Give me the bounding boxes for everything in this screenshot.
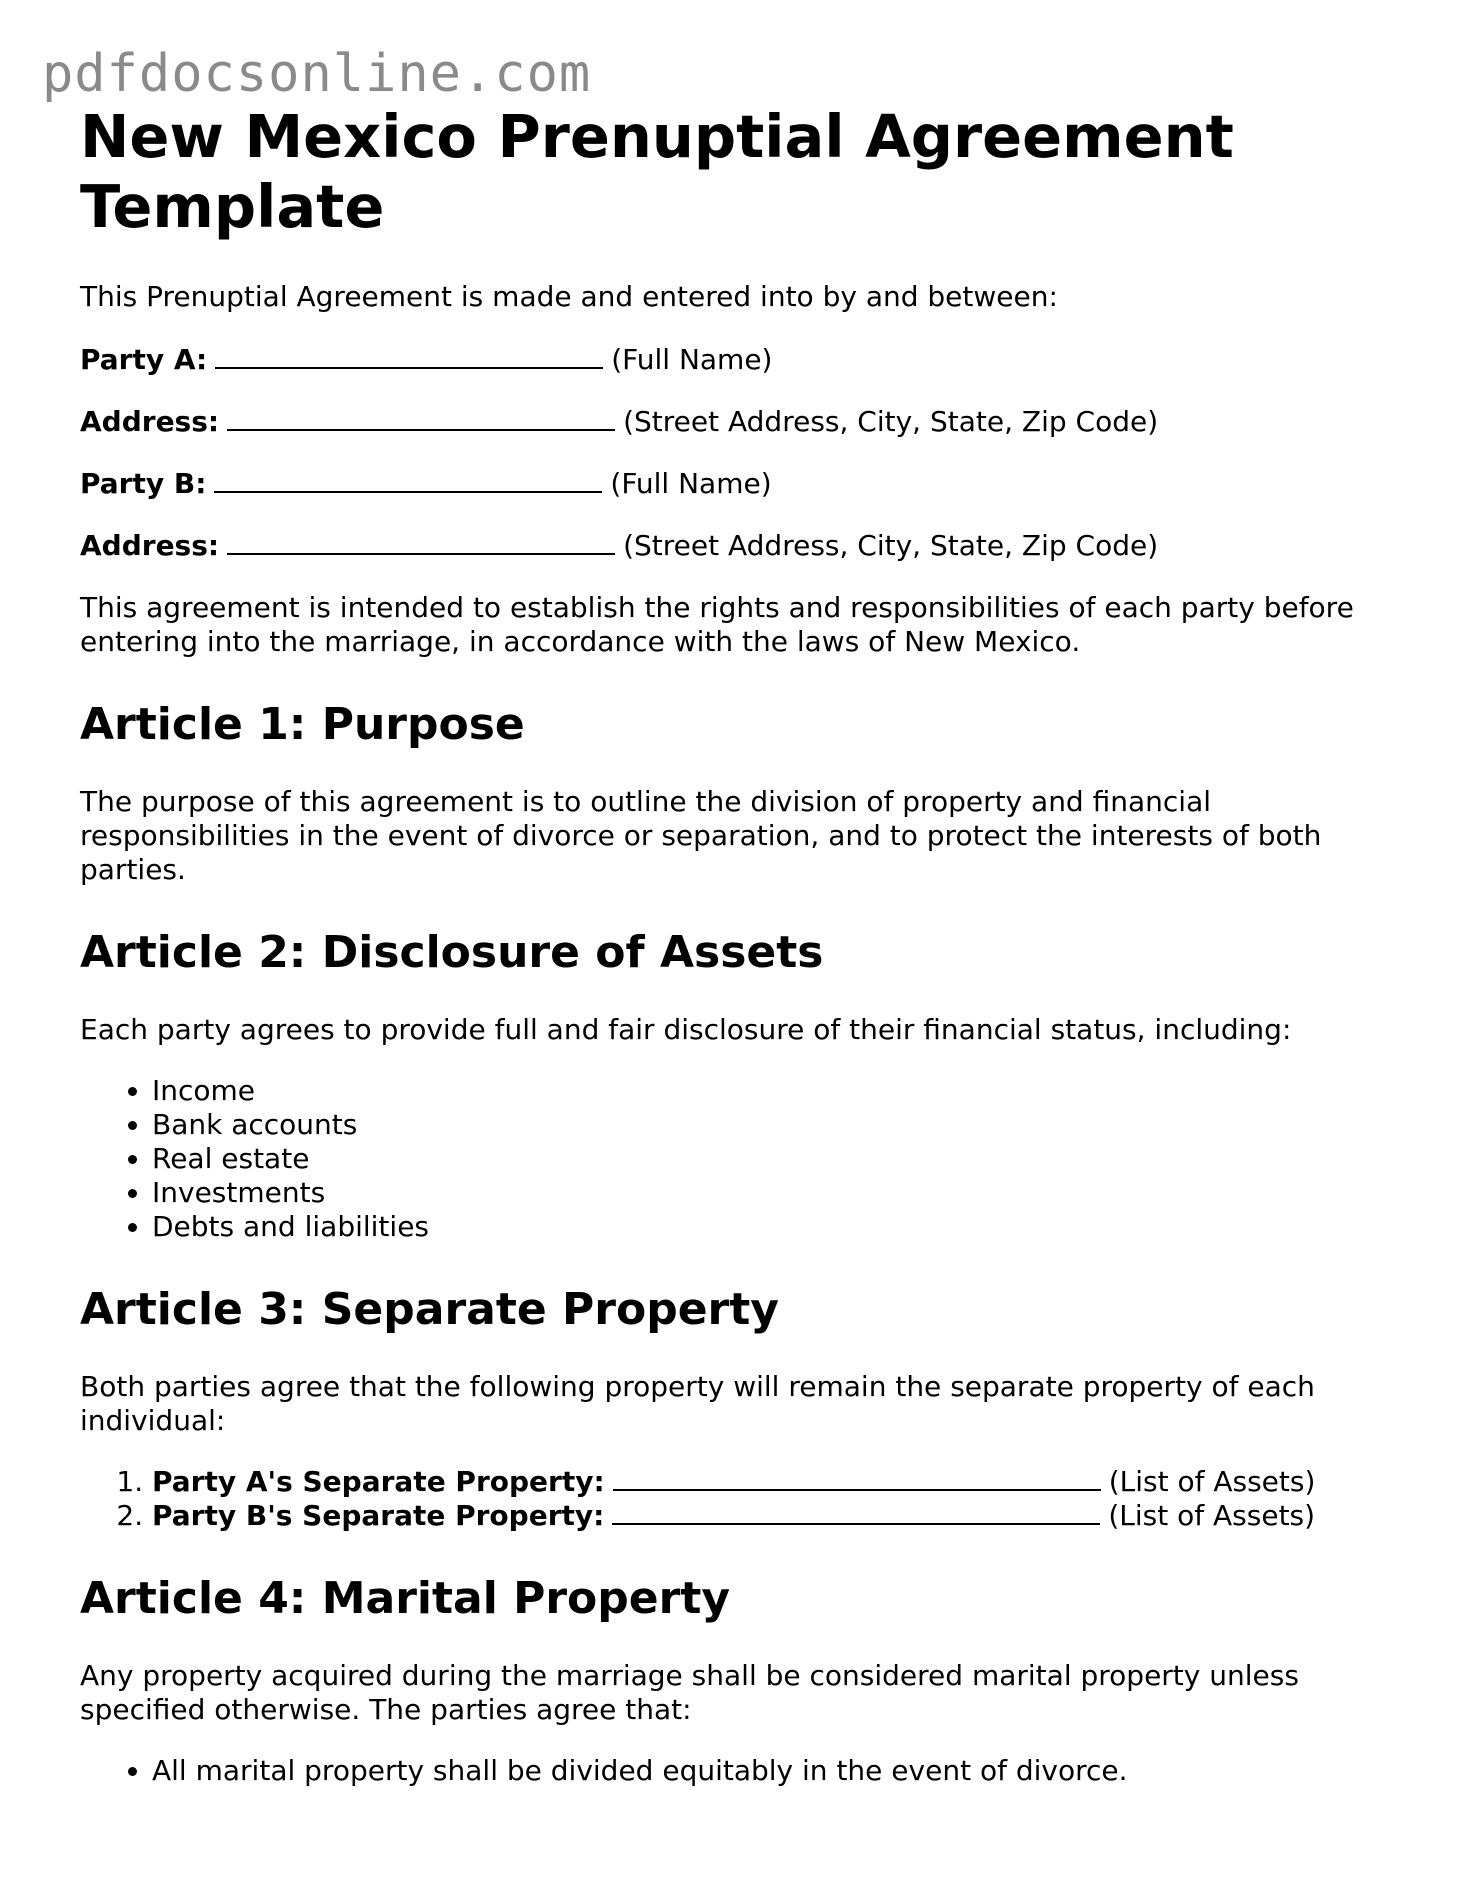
disclosure-list <box>80 1074 1410 1244</box>
item-label: Party B's Separate Property: <box>152 1499 605 1532</box>
field-hint: (Street Address, City, State, Zip Code) <box>623 405 1159 438</box>
watermark: pdfdocsonline.com <box>42 44 592 104</box>
document-page <box>80 102 1410 1814</box>
party-a-property-blank[interactable] <box>613 1467 1101 1491</box>
item-hint: (List of Assets) <box>1108 1465 1316 1498</box>
statement-paragraph: This agreement is intended to establish the rights and responsibilities of each party before entering into the marriage, in accordance with the laws of New Mexico. <box>80 591 1354 658</box>
field-label: Party A: <box>80 343 208 376</box>
field-hint: (Street Address, City, State, Zip Code) <box>623 529 1159 562</box>
party-b-property-blank[interactable] <box>612 1501 1100 1525</box>
item-label: Party A's Separate Property: <box>152 1465 605 1498</box>
field-label: Address: <box>80 405 220 438</box>
list-item: • Income <box>152 1074 1410 1108</box>
field-label: Party B: <box>80 467 207 500</box>
party-a-address-field <box>80 405 1410 439</box>
article-4-text: Any property acquired during the marriage shall be considered marital property unless specified otherwise. The parties agree that: <box>80 1659 1299 1726</box>
article-3-heading: Article 3: Separate Property <box>80 1284 779 1335</box>
field-hint: (Full Name) <box>611 343 773 376</box>
list-item <box>152 1499 1410 1533</box>
document-title: New Mexico Prenuptial Agreement Template <box>80 102 1234 241</box>
list-item: • All marital property shall be divided equitably in the event of divorce. <box>152 1754 1410 1788</box>
party-a-name-field <box>80 343 1410 377</box>
item-hint: (List of Assets) <box>1108 1499 1316 1532</box>
list-item: • Investments <box>152 1176 1410 1210</box>
article-1-text: The purpose of this agreement is to outline the division of property and financial responsibilities in the event of divorce or separation, and to protect the interests of both parties. <box>80 785 1322 886</box>
party-b-name-blank[interactable] <box>214 469 602 493</box>
list-item: • Real estate <box>152 1142 1410 1176</box>
intro-paragraph: This Prenuptial Agreement is made and entered into by and between: <box>80 280 1058 313</box>
party-b-address-blank[interactable] <box>227 531 615 555</box>
field-label: Address: <box>80 529 220 562</box>
marital-property-list <box>80 1754 1410 1788</box>
list-item: • Bank accounts <box>152 1108 1410 1142</box>
article-1-heading: Article 1: Purpose <box>80 699 525 750</box>
party-a-name-blank[interactable] <box>215 345 603 369</box>
field-hint: (Full Name) <box>610 467 772 500</box>
party-a-address-blank[interactable] <box>227 407 615 431</box>
article-2-heading: Article 2: Disclosure of Assets <box>80 927 824 978</box>
list-item: • Debts and liabilities <box>152 1210 1410 1244</box>
article-3-text: Both parties agree that the following property will remain the separate property of each individual: <box>80 1370 1315 1437</box>
separate-property-list <box>80 1465 1410 1533</box>
article-2-text: Each party agrees to provide full and fair disclosure of their financial status, including: <box>80 1013 1292 1046</box>
party-b-address-field <box>80 529 1410 563</box>
article-4-heading: Article 4: Marital Property <box>80 1573 731 1624</box>
party-b-name-field <box>80 467 1410 501</box>
list-item <box>152 1465 1410 1499</box>
